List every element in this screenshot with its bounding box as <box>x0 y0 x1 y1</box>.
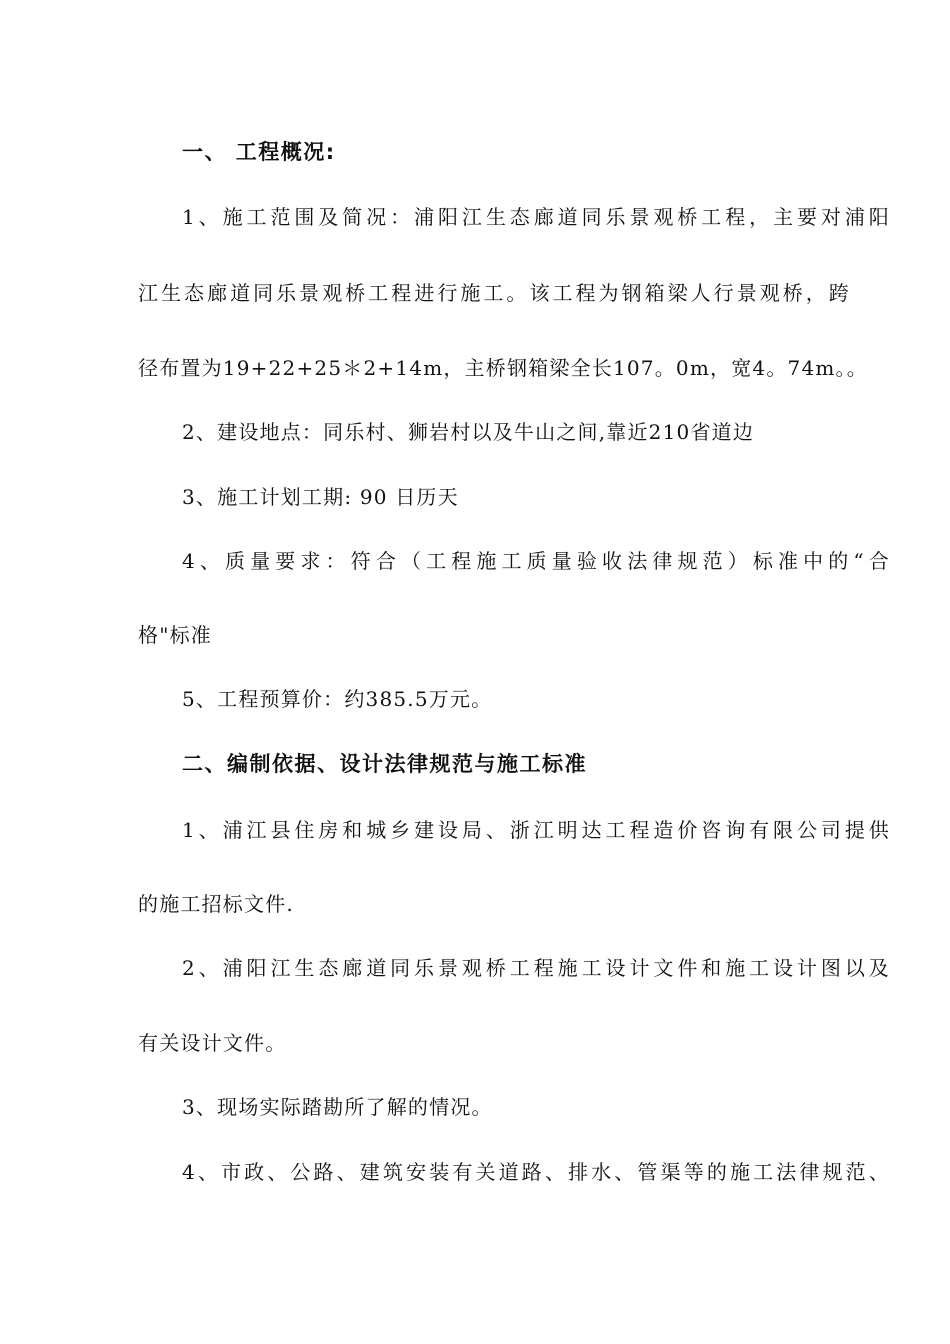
paragraph-basis-3: 3、现场实际踏勘所了解的情况。 <box>182 1095 493 1119</box>
paragraph-schedule: 3、施工计划工期: 90 日历天 <box>182 485 459 509</box>
section-heading-basis: 二、编制依据、设计法律规范与施工标准 <box>182 752 587 776</box>
paragraph-basis-2-line-2: 有关设计文件。 <box>138 1031 287 1055</box>
section-heading-project-overview: 一、 工程概况: <box>182 140 336 164</box>
paragraph-basis-4-line-1: 4、市政、公路、建筑安装有关道路、排水、管渠等的施工法律规范、 <box>182 1160 890 1184</box>
paragraph-quality-line-1: 4、质量要求：符合（工程施工质量验收法律规范）标准中的“合 <box>182 549 890 573</box>
paragraph-location: 2、建设地点：同乐村、狮岩村以及牛山之间,靠近210省道边 <box>182 420 755 444</box>
paragraph-scope-line-1: 1、施工范围及简况：浦阳江生态廊道同乐景观桥工程，主要对浦阳 <box>182 205 890 229</box>
paragraph-basis-1-line-2: 的施工招标文件. <box>138 892 294 916</box>
paragraph-basis-2-line-1: 2、浦阳江生态廊道同乐景观桥工程施工设计文件和施工设计图以及 <box>182 956 890 980</box>
paragraph-scope-line-2: 江生态廊道同乐景观桥工程进行施工。该工程为钢箱梁人行景观桥，跨 <box>138 281 850 305</box>
paragraph-scope-line-3: 径布置为19+22+25＊2+14m，主桥钢箱梁全长107。0m，宽4。74m。。 <box>138 356 868 380</box>
paragraph-quality-line-2: 格"标准 <box>138 623 212 647</box>
paragraph-basis-1-line-1: 1、浦江县住房和城乡建设局、浙江明达工程造价咨询有限公司提供 <box>182 818 890 842</box>
paragraph-budget: 5、工程预算价：约385.5万元。 <box>182 687 493 711</box>
